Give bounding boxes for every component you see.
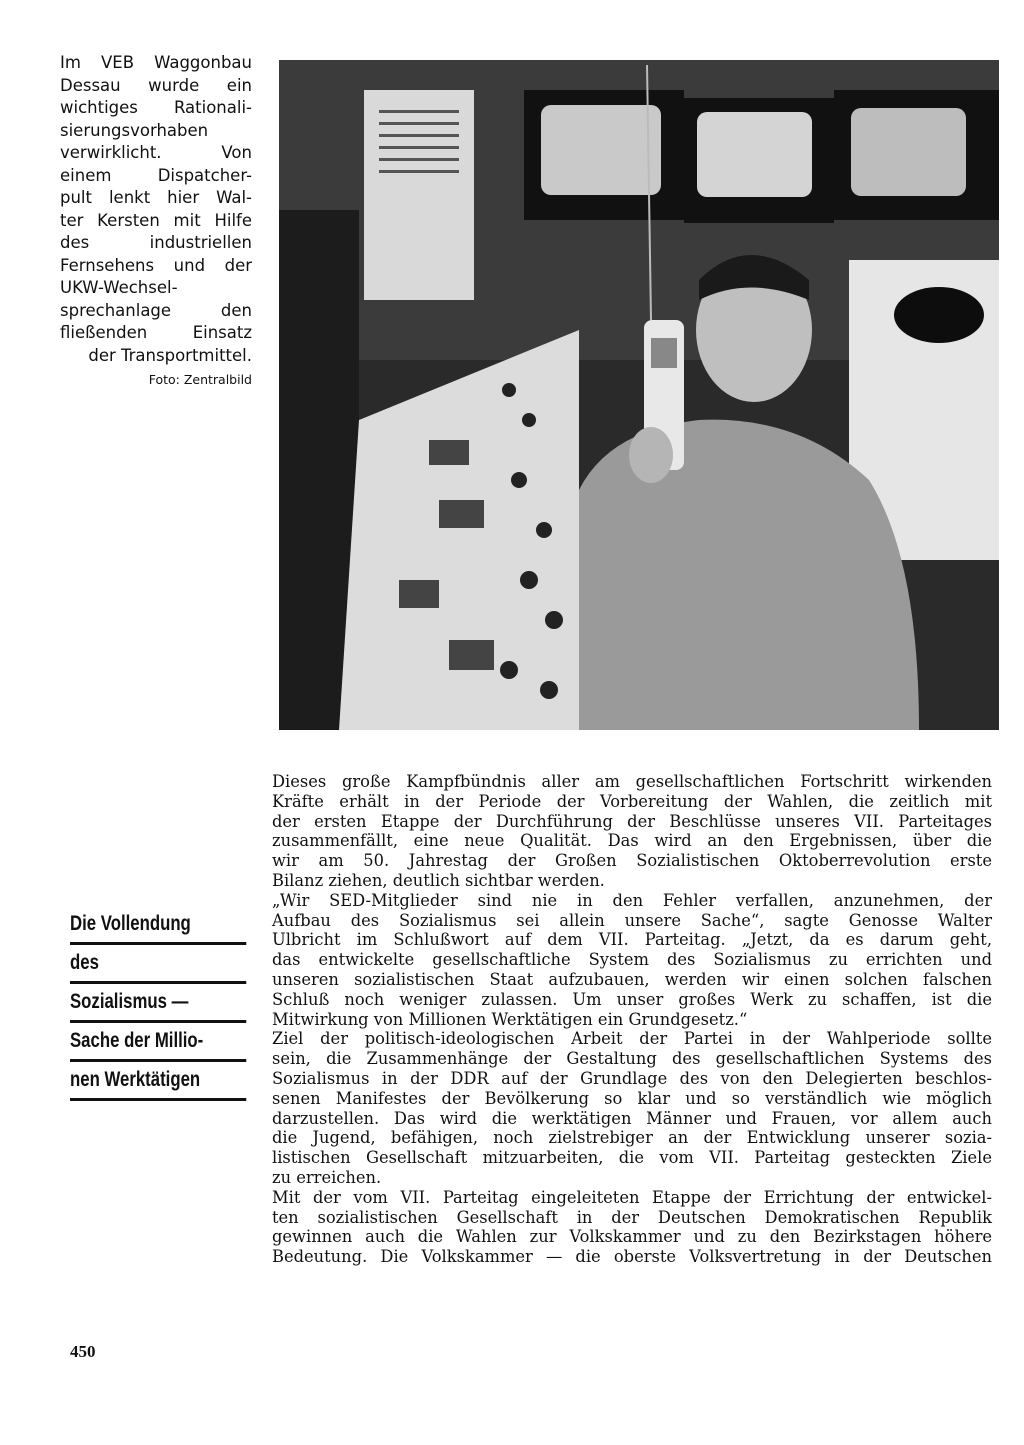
- text-line: Sozialismus —: [70, 984, 246, 1023]
- text-line: zu erreichen.: [272, 1167, 382, 1187]
- text-line: nen Werktätigen: [70, 1062, 246, 1101]
- text-line: Mit der vom VII. Parteitag eingeleiteten Etappe der Errichtung der entwickel-: [272, 1187, 992, 1207]
- text-line: listischen Gesellschaft mitzuarbeiten, die vom VII. Parteitag gesteckten Ziele: [272, 1148, 992, 1168]
- text-line: wir am 50. Jahrestag der Großen Sozialistischen Oktoberrevolution erste: [272, 851, 992, 871]
- text-line: Bilanz ziehen, deutlich sichtbar werden.: [272, 870, 605, 890]
- paragraph: [272, 1188, 992, 1267]
- text-line: Aufbau des Sozialismus sei allein unsere Sache“, sagte Genosse Walter: [272, 910, 992, 930]
- text-line: zusammenfällt, eine neue Qualität. Das wird an den Ergebnissen, über die: [272, 831, 992, 851]
- text-line: darzustellen. Das wird die werktätigen Männer und Frauen, vor allem auch: [272, 1108, 992, 1128]
- text-line: senen Manifestes der Bevölkerung so klar und so verständlich wie möglich: [272, 1088, 992, 1108]
- photo-credit: Foto: Zentralbild: [148, 372, 252, 387]
- page-number: 450: [70, 1342, 96, 1361]
- text-line: der ersten Etappe der Durchführung der Beschlüsse unseres VII. Parteitages: [272, 811, 992, 831]
- text-line: fließenden Einsatz: [60, 323, 252, 342]
- photo-dispatcher-console: [279, 60, 999, 730]
- photo-caption: [60, 52, 252, 367]
- text-line: gewinnen auch die Wahlen zur Volkskammer und zu den Bezirkstagen höhere: [272, 1227, 992, 1247]
- text-line: Ziel der politisch-ideologischen Arbeit der Partei in der Wahlperiode sollte: [272, 1029, 992, 1049]
- article-body: [272, 772, 992, 1267]
- paragraph: [272, 772, 992, 891]
- text-line: das entwickelte gesellschaftliche System des Sozialismus zu errichten und: [272, 950, 992, 970]
- text-line: Sache der Millio-: [70, 1023, 246, 1062]
- text-line: Dieses große Kampfbündnis aller am gesellschaftlichen Fortschritt wirkenden: [272, 772, 992, 791]
- text-line: pult lenkt hier Wal-: [60, 188, 252, 207]
- text-line: einem Dispatcher-: [60, 165, 252, 185]
- text-line: ten sozialistischen Gesellschaft in der Deutschen Demokratischen Republik: [272, 1207, 992, 1227]
- text-line: Ulbricht im Schlußwort auf dem VII. Parteitag. „Jetzt, da es darum geht,: [272, 930, 992, 950]
- text-line: sprechanlage den: [60, 300, 252, 320]
- text-line: sierungsvorhaben: [60, 120, 209, 140]
- text-line: Im VEB Waggonbau: [60, 53, 252, 72]
- text-line: die Jugend, befähigen, noch zielstrebiger an der Entwicklung unserer sozia-: [272, 1128, 992, 1148]
- text-line: des industriellen: [60, 233, 252, 252]
- text-line: verwirklicht. Von: [60, 143, 252, 162]
- text-line: Sozialismus in der DDR auf der Grundlage des von den Delegierten beschlos-: [272, 1068, 992, 1088]
- text-line: ter Kersten mit Hilfe: [60, 210, 252, 230]
- text-line: sein, die Zusammenhänge der Gestaltung des gesellschaftlichen Systems des: [272, 1049, 992, 1069]
- paragraph: [272, 1029, 992, 1187]
- paragraph: [272, 891, 992, 1030]
- text-line: Mitwirkung von Millionen Werktätigen ein Grundgesetz.“: [272, 1009, 748, 1029]
- text-line: unseren sozialistischen Staat aufzubauen, werden wir einen solchen falschen: [272, 969, 992, 989]
- text-line: der Transportmittel.: [88, 345, 252, 365]
- text-line: UKW-Wechsel-: [60, 278, 178, 297]
- text-line: „Wir SED-Mitglieder sind nie in den Fehler verfallen, anzunehmen, der: [272, 890, 992, 910]
- text-line: Die Vollendung: [70, 906, 246, 945]
- text-line: Schluß noch weniger zulassen. Um unser großes Werk zu schaffen, ist die: [272, 989, 992, 1009]
- text-line: Bedeutung. Die Volkskammer — die oberste Volksvertretung in der Deutschen: [272, 1247, 992, 1267]
- text-line: wichtiges Rationali-: [60, 98, 252, 117]
- text-line: des: [70, 945, 246, 984]
- text-line: Dessau wurde ein: [60, 75, 252, 95]
- section-headline: [70, 906, 246, 1101]
- text-line: Fernsehens und der: [60, 255, 252, 275]
- text-line: Kräfte erhält in der Periode der Vorbereitung der Wahlen, die zeitlich mit: [272, 791, 992, 811]
